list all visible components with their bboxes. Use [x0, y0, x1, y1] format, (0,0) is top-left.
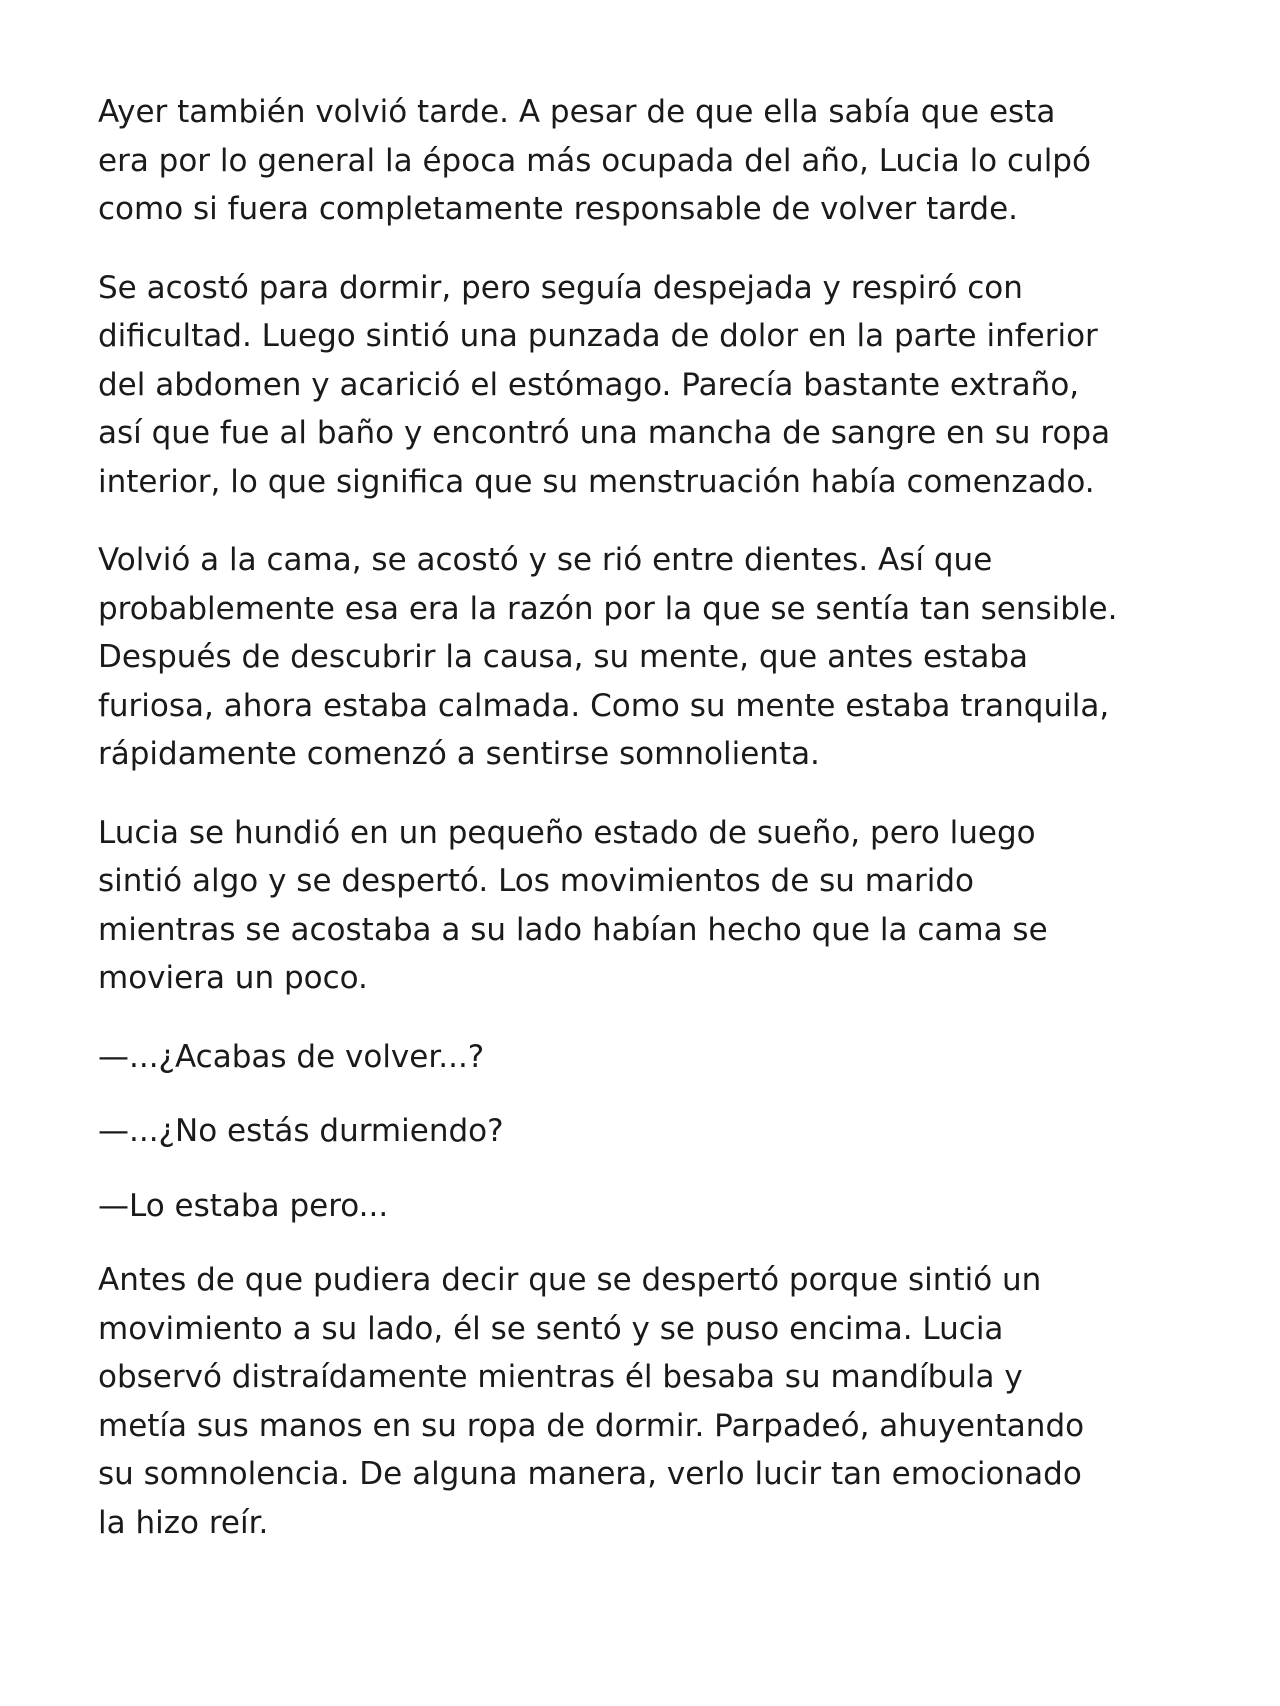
- paragraph-5: [98, 1256, 1098, 1547]
- paragraph-2: [98, 264, 1111, 507]
- text-line: dificultad. Luego sintió una punzada de dolor en la parte inferior: [98, 318, 1098, 354]
- text-line: Se acostó para dormir, pero seguía despejada y respiró con: [98, 269, 1023, 306]
- text-line: Volvió a la cama, se acostó y se rió entre dientes. Así que: [98, 542, 993, 578]
- text-line: era por lo general la época más ocupada del año, Lucia lo culpó: [98, 142, 1091, 179]
- text-line: furiosa, ahora estaba calmada. Como su mente estaba tranquila,: [98, 687, 1110, 724]
- text-line: como si fuera completamente responsable de volver tarde.: [98, 191, 1019, 227]
- text-line: —Lo estaba pero...: [98, 1187, 389, 1224]
- text-line: del abdomen y acarició el estómago. Parecía bastante extraño,: [98, 366, 1080, 403]
- text-line: así que fue al baño y encontró una mancha de sangre en su ropa: [98, 415, 1111, 451]
- text-line: moviera un poco.: [98, 960, 368, 996]
- text-line: —...¿Acabas de volver...?: [98, 1038, 485, 1075]
- paragraph-3: [98, 536, 1118, 779]
- text-line: mientras se acostaba a su lado habían hecho que la cama se: [98, 911, 1048, 948]
- text-line: Después de descubrir la causa, su mente, que antes estaba: [98, 639, 1029, 675]
- text-line: metía sus manos en su ropa de dormir. Parpadeó, ahuyentando: [98, 1407, 1085, 1444]
- dialogue-line-2: [98, 1107, 1098, 1156]
- text-line: observó distraídamente mientras él besaba su mandíbula y: [98, 1359, 1023, 1395]
- text-line: la hizo reír.: [98, 1504, 269, 1541]
- document-page: [98, 88, 1118, 1577]
- text-line: probablemente esa era la razón por la que se sentía tan sensible.: [98, 590, 1118, 627]
- dialogue-line-3: [98, 1182, 1098, 1231]
- text-line: movimiento a su lado, él se sentó y se puso encima. Lucia: [98, 1310, 1004, 1347]
- text-line: interior, lo que significa que su menstruación había comenzado.: [98, 463, 1095, 500]
- text-line: —...¿No estás durmiendo?: [98, 1113, 504, 1149]
- text-line: Ayer también volvió tarde. A pesar de que ella sabía que esta: [98, 94, 1056, 130]
- text-line: Antes de que pudiera decir que se despertó porque sintió un: [98, 1262, 1042, 1298]
- text-line: sintió algo y se despertó. Los movimientos de su marido: [98, 863, 974, 899]
- text-line: rápidamente comenzó a sentirse somnolienta.: [98, 736, 820, 772]
- paragraph-1: [98, 88, 1098, 234]
- paragraph-4: [98, 809, 1098, 1003]
- dialogue-line-1: [98, 1033, 1098, 1082]
- text-line: Lucia se hundió en un pequeño estado de sueño, pero luego: [98, 814, 1036, 851]
- text-line: su somnolencia. De alguna manera, verlo lucir tan emocionado: [98, 1456, 1082, 1492]
